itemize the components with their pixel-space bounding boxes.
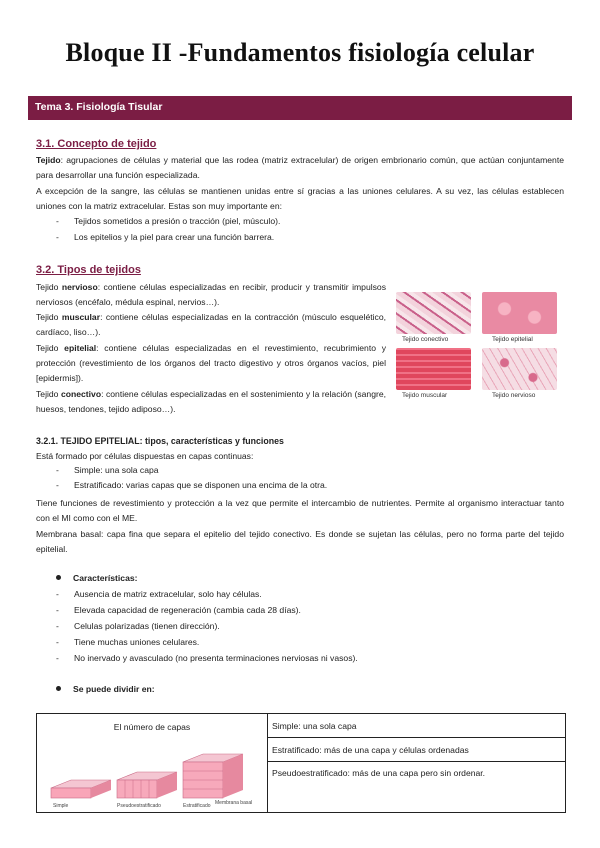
table-row <box>37 714 566 738</box>
tejido-nervioso-caption: Tejido nervioso <box>492 392 536 399</box>
section-heading-3-2-1: 3.2.1. TEJIDO EPITELIAL: tipos, características y funciones <box>36 436 284 446</box>
capas-cell-title: El número de capas <box>113 722 191 732</box>
table-cell: Simple: una sola capa <box>268 714 566 738</box>
tejido-epitelial-caption: Tejido epitelial <box>492 336 533 343</box>
tejido-definition: Tejido: agrupaciones de células y material que las rodea (matriz extracelular) de origen embrionario común, que actúan conjuntamente para desarrollar una función especializada. <box>36 155 564 180</box>
membrana-basal-label: Membrana basal <box>215 800 253 806</box>
pseudoestratificado-label: Pseudoestratificado <box>117 803 161 809</box>
tema-title: Tema 3. Fisiología Tisular <box>35 101 163 113</box>
capas-table <box>36 713 566 813</box>
funciones-paragraph: Tiene funciones de revestimiento y protección a la vez que permite el intercambio de nutrientes. Permite al organismo interactuar tanto con el MI como con el ME. <box>36 498 564 523</box>
tema-banner <box>28 96 572 120</box>
table-cell: Pseudoestratificado: más de una capa pero sin ordenar. <box>268 762 566 813</box>
tejido-conectivo-caption: Tejido conectivo <box>402 336 449 343</box>
page-title: Bloque II -Fundamentos fisiología celular <box>65 38 535 67</box>
tejido-epitelial-picture <box>482 292 557 334</box>
tejido-muscular-caption: Tejido muscular <box>402 392 448 399</box>
tejido-conectivo-text: Tejido conectivo: contiene células especializadas en el sostenimiento y la relación (sangre, huesos, tendones, tejido adiposo…). <box>36 389 386 414</box>
capas-image-cell <box>37 714 268 813</box>
tissue-types-image <box>394 286 562 404</box>
caracteristicas-bullet: Características: <box>56 573 138 583</box>
estratificado-label: Estratificado <box>183 803 211 809</box>
epitelial-intro: Está formado por células dispuestas en capas continuas: <box>36 451 254 461</box>
simple-label: Simple <box>53 803 69 809</box>
tejido-conectivo-picture <box>396 292 471 334</box>
tejido-nervioso-picture <box>482 348 557 390</box>
tejido-muscular-text: Tejido muscular: contiene células especializadas en la contracción (músculo esquelético, cardíaco, liso…). <box>36 312 387 337</box>
tejido-muscular-picture <box>396 348 471 390</box>
table-cell: Estratificado: más de una capa y células ordenadas <box>268 738 566 762</box>
uniones-paragraph: A excepción de la sangre, las células se mantienen unidas entre sí gracias a las uniones celulares. A su vez, las células establecen uniones con la matriz extracelular. Estas son muy importante en: <box>36 186 564 211</box>
tejido-nervioso-text: Tejido nervioso: contiene células especializadas en recibir, producir y transmitir impulsos nerviosos (encéfalo, médula espinal, nervios…). <box>36 282 387 307</box>
section-heading-3-2: 3.2. Tipos de tejidos <box>36 264 141 276</box>
tejido-epitelial-text: Tejido epitelial: contiene células especializadas en el revestimiento, recubrimiento y protección (revestimiento de los órganos del tracto digestivo y otros órganos vacíos, piel [epidermis]). <box>36 343 386 383</box>
section-heading-3-1: 3.1. Concepto de tejido <box>36 138 157 150</box>
membrana-basal-paragraph: Membrana basal: capa fina que separa el epitelio del tejido conectivo. Es donde se sujetan las células, pero no forma parte del tejido epitelial. <box>36 529 564 554</box>
dividir-bullet: Se puede dividir en: <box>56 684 155 694</box>
